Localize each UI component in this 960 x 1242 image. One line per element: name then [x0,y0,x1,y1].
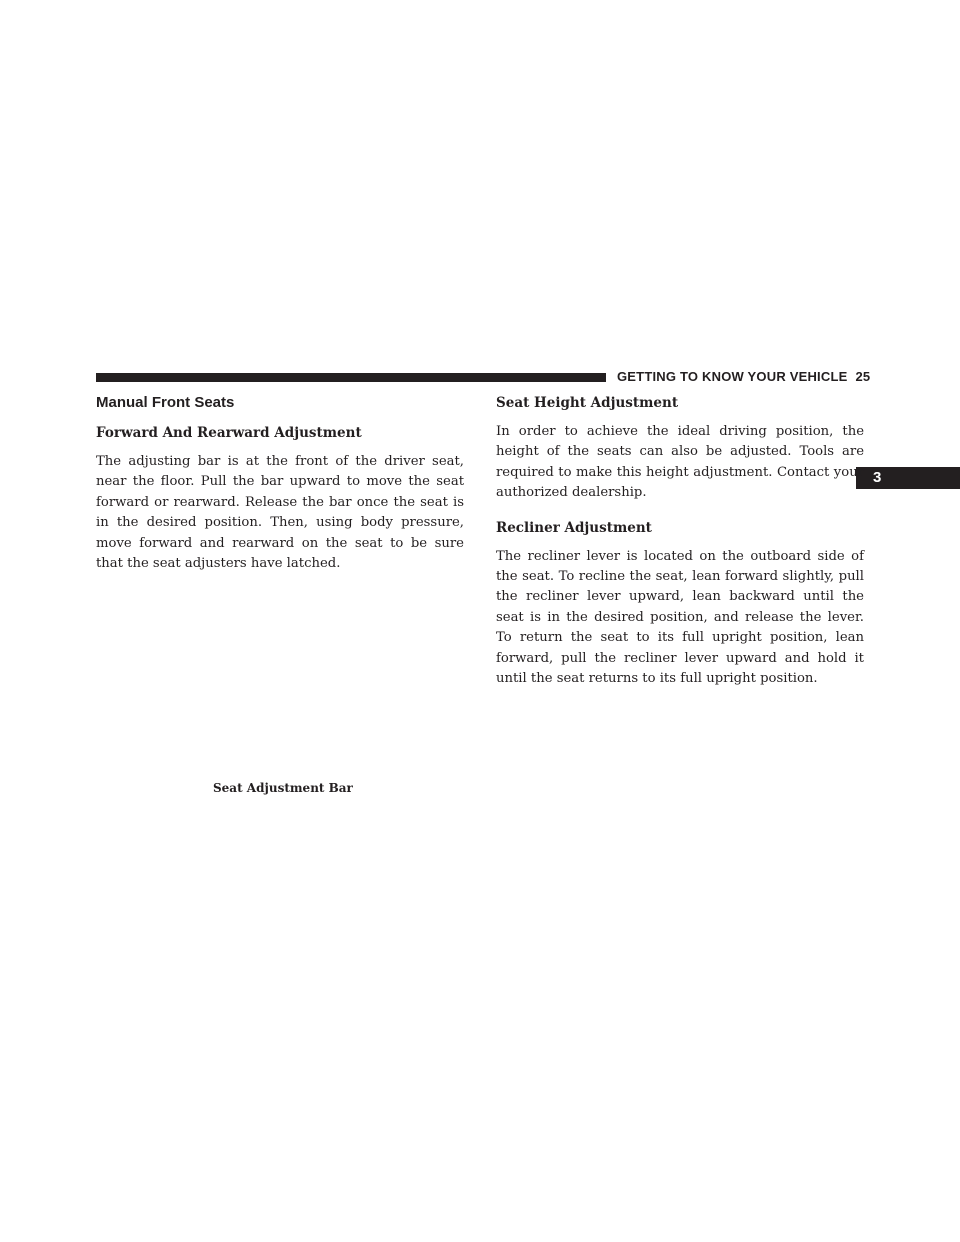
paragraph-seat-height: In order to achieve the ideal driving position, the height of the seats can also be adjusted. Tools are required to make this height adjustment. Contact your authorized dealership. [496,424,864,501]
chapter-number: 3 [873,469,882,486]
figure-caption: Seat Adjustment Bar [213,781,353,795]
right-column [496,393,864,703]
subheading-seat-height: Seat Height Adjustment [496,395,679,411]
running-header [617,369,870,384]
section-heading: Manual Front Seats [96,394,235,411]
page-number: 25 [855,369,871,384]
header-section-title: GETTING TO KNOW YOUR VEHICLE [617,369,848,384]
left-column [96,393,464,588]
subheading-forward-rearward: Forward And Rearward Adjustment [96,425,362,441]
paragraph-forward-rearward: The adjusting bar is at the front of the driver seat, near the floor. Pull the bar upward to move the seat forward or rearward. Release the bar once the seat is in the desired position. Then, using body pressure, move forward and rearward on the seat to be sure that the seat adjusters have latched. [96,454,464,572]
header-rule [96,373,606,382]
chapter-tab [856,467,960,489]
subheading-recliner: Recliner Adjustment [496,519,652,536]
paragraph-recliner: The recliner lever is located on the outboard side of the seat. To recline the seat, lean forward slightly, pull the recliner lever upward, lean backward until the seat is in the desired position, and release the lever. To return the seat to its full upright position, lean forward, pull the recliner lever upward and hold it until the seat returns to its full upright position. [496,548,864,687]
